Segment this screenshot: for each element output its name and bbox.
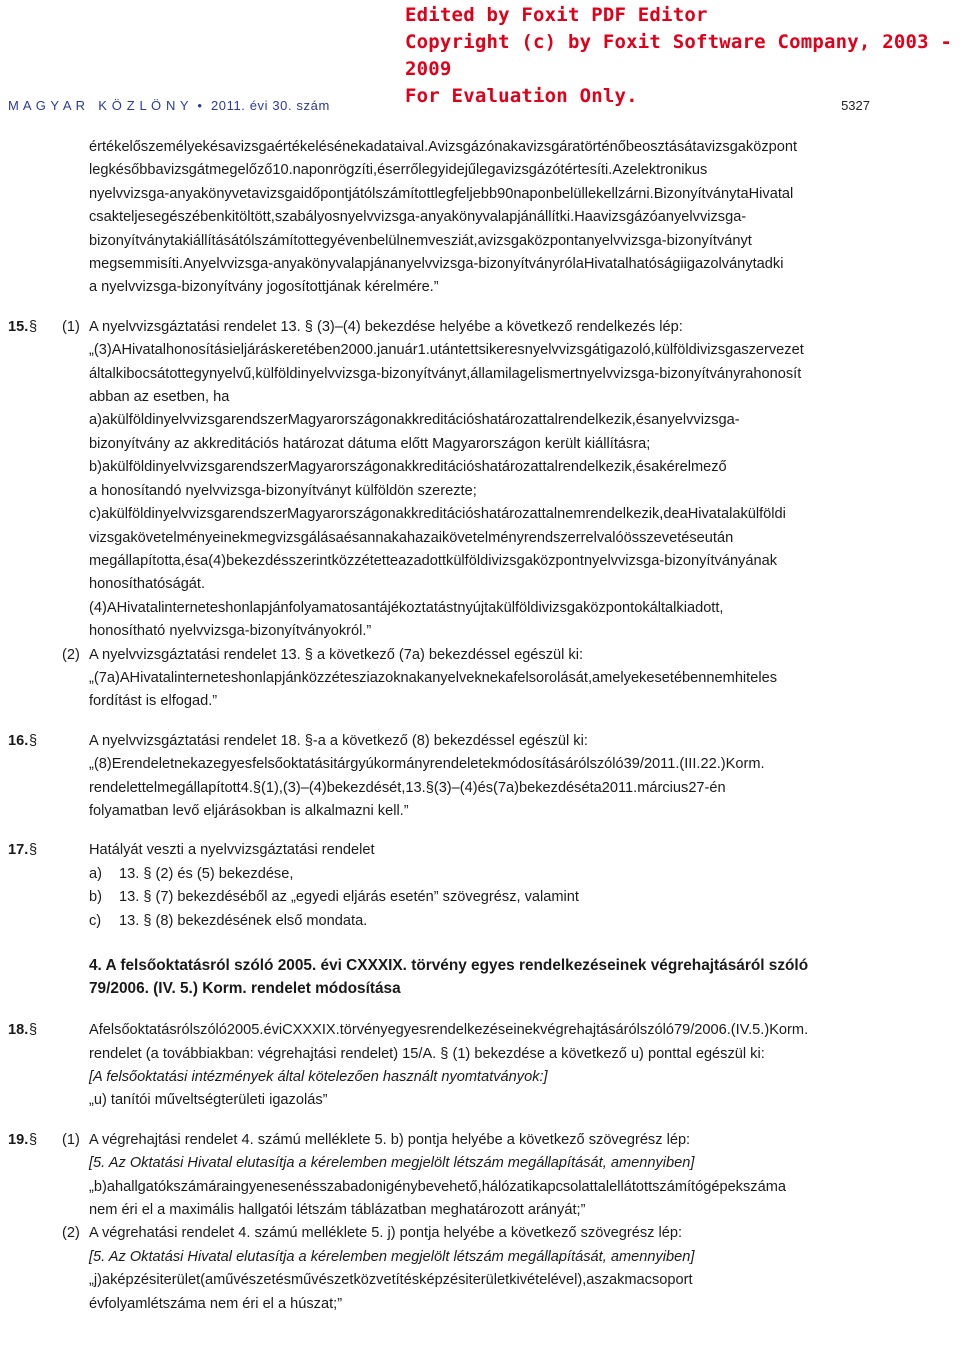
page-header <box>8 98 870 113</box>
text-line: nyelvvizsga-anyakönyvetavizsgaidőpontjátólszámítottlegfeljebb90naponbelüllekellzárni.BizonyítványtaHivatal <box>89 185 794 202</box>
section-15-subsection-2 <box>0 644 960 714</box>
text-line: általkibocsátottegynyelvű,külföldinyelvvizsga-bizonyítványt,államilagelismertnyelvvizsga-bizonyítványrahonosít <box>89 365 802 382</box>
text-line: „(3)AHivatalhonosításieljáráskeretében2000.január1.utántettsikeresnyelvvizsgátigazoló,külföldivizsgaszervezet <box>89 342 804 359</box>
text-line: fordítást is elfogad.” <box>89 693 218 710</box>
section-sign: § <box>29 318 38 335</box>
text-line: A végrehajtási rendelet 4. számú melléklete 5. b) pontja helyébe a következő szövegrész lép: <box>89 1131 691 1148</box>
section-17 <box>0 839 960 933</box>
intro-paragraph <box>89 136 871 300</box>
subsection-number: (2) <box>62 646 80 663</box>
section-sign: § <box>29 1022 38 1039</box>
text-line: A nyelvvizsgáztatási rendelet 13. § a következő (7a) bekezdéssel egészül ki: <box>89 646 584 663</box>
section-16-text <box>89 730 871 824</box>
italic-context: [5. Az Oktatási Hivatal elutasítja a kérelemben megjelölt létszám megállapítását, amennyiben] <box>89 1248 695 1265</box>
section-number: 16. <box>8 732 29 749</box>
section-number: 15. <box>8 318 29 335</box>
list-item <box>0 910 960 933</box>
item-text: 13. § (2) és (5) bekezdése, <box>119 865 294 882</box>
section-18 <box>0 1019 960 1113</box>
list-item <box>0 886 960 909</box>
section-17-lead <box>89 839 871 862</box>
text-line: abban az esetben, ha <box>89 389 230 406</box>
chapter-heading <box>89 955 960 1000</box>
text-line: csakteljesegészébenkitöltött,szabályosnyelvvizsga-anyakönyvalapjánállítki.Haavizsgázóanyelvvizsga- <box>89 209 747 226</box>
page-number: 5327 <box>841 98 870 113</box>
watermark-line-1: Edited by Foxit PDF Editor <box>405 4 708 26</box>
subsection-2 <box>89 644 871 714</box>
item-letter: c) <box>89 912 102 929</box>
subsection-number: (2) <box>62 1225 80 1242</box>
text-line: a honosítandó nyelvvizsga-bizonyítványt külföldön szerezte; <box>89 482 477 499</box>
text-line: „(7a)AHivatalinterneteshonlapjánközzétesziazoknakanyelveknekafelsorolását,amelyekesetébennemhiteles <box>89 669 777 686</box>
text-line: A végrehatási rendelet 4. számú melléklete 5. j) pontja helyébe a következő szövegrész lép: <box>89 1225 682 1242</box>
text-line: Afelsőoktatásrólszóló2005.éviCXXXIX.törvényegyesrendelkezéseinekvégrehajtásárólszóló79/2006.(IV.5.)Korm. <box>89 1022 809 1039</box>
section-number: 18. <box>8 1022 29 1039</box>
text-line: bizonyítványtakiállításátólszámítottegyévenbelülnemvesziát,avizsgaközpontanyelvvizsga-bizonyítványt <box>89 232 752 249</box>
text-line: megsemmisíti.Anyelvvizsga-anyakönyvalapjánanyelvvizsga-bizonyítványrólaHivatalhatóságiigazolványtadki <box>89 256 784 273</box>
item-text: 13. § (8) bekezdésének első mondata. <box>119 912 368 929</box>
section-number: 17. <box>8 842 29 859</box>
section-sign: § <box>29 842 38 859</box>
text-line: „(8)Erendeletnekazegyesfelsőoktatásitárgyúkormányrendeletekmódosításárólszóló39/2011.(III.22.)Korm. <box>89 756 765 773</box>
text-line: „j)aképzésiterület(aművészetésművészetközvetítésképzésiterületkivételével),aszakmacsoport <box>89 1272 693 1289</box>
text-line: Hatályát veszti a nyelvvizsgáztatási rendelet <box>89 842 375 859</box>
text-line: honosítható nyelvvizsga-bizonyítványokról.” <box>89 623 372 640</box>
section-sign: § <box>29 732 38 749</box>
text-line: rendelet (a továbbiakban: végrehajtási rendelet) 15/A. § (1) bekezdése a következő u) ponttal egészül ki: <box>89 1045 765 1062</box>
text-line: c)akülföldinyelvvizsgarendszerMagyarországonakkreditációshatározattalnemrendelkezik,deaHivatalakülföldi <box>89 506 786 523</box>
watermark-line-2: Copyright (c) by Foxit Software Company, 2003 - 2009 <box>405 31 953 80</box>
text-line: folyamatban levő eljárásokban is alkalmazni kell.” <box>89 802 409 819</box>
subsection-1 <box>89 316 871 644</box>
text-line: a)akülföldinyelvvizsgarendszerMagyarországonakkreditációshatározattalrendelkezik,ésanyelvvizsga- <box>89 412 740 429</box>
text-line: bizonyítvány az akkreditációs határozat dátuma előtt Magyarországon került kiállításra; <box>89 435 651 452</box>
text-line: „b)ahallgatókszámáraingyenesenésszabadonigénybevehető,hálózatikapcsolattalellátottszámítógépekszáma <box>89 1178 786 1195</box>
section-19 <box>0 1129 960 1223</box>
section-number: 19. <box>8 1131 29 1148</box>
item-letter: a) <box>89 865 102 882</box>
subsection-2 <box>89 1222 871 1316</box>
italic-context: [5. Az Oktatási Hivatal elutasítja a kérelemben megjelölt létszám megállapítását, amennyiben] <box>89 1155 695 1172</box>
text-line: vizsgakövetelményeinekmegvizsgálásaésannakahazaikövetelményrendszerrelvalóösszevetéseután <box>89 529 734 546</box>
subsection-1 <box>89 1129 871 1223</box>
heading-line: 4. A felsőoktatásról szóló 2005. évi CXXXIX. törvény egyes rendelkezéseinek végrehajtásáról szóló <box>89 957 809 974</box>
text-line: rendelettelmegállapított4.§(1),(3)–(4)bekezdését,13.§(3)–(4)és(7a)bekezdéséta2011.március27-én <box>89 779 726 796</box>
italic-context: [A felsőoktatási intézmények által kötelezően használt nyomtatványok:] <box>89 1069 548 1085</box>
watermark-line-3: For Evaluation Only. <box>405 85 638 107</box>
text-line: értékelőszemélyekésavizsgaértékelésénekadataival.Avizsgázónakavizsgáratörténőbeosztásátavizsgaközpont <box>89 139 798 155</box>
heading-line: 79/2006. (IV. 5.) Korm. rendelet módosítása <box>89 979 401 997</box>
section-sign: § <box>29 1131 38 1148</box>
item-text: 13. § (7) bekezdéséből az „egyedi eljárás esetén” szövegrész, valamint <box>119 889 579 906</box>
text-line: honosíthatóságát. <box>89 576 206 593</box>
text-line: (4)AHivatalinterneteshonlapjánfolyamatosantájékoztatástnyújtakülföldivizsgaközpontokáltalkiadott, <box>89 599 724 616</box>
section-19-subsection-2 <box>0 1222 960 1316</box>
section-18-text <box>89 1019 871 1113</box>
subsection-number: (1) <box>62 318 80 335</box>
text-line: nem éri el a maximális hallgatói létszám táblázatban meghatározott arányát;” <box>89 1202 586 1219</box>
text-line: legkésőbbavizsgátmegelőző10.naponrögzíti,éserrőlegyidejűlegavizsgázótértesíti.Azelektronikus <box>89 162 708 179</box>
document-body <box>0 136 960 1316</box>
evaluation-watermark <box>405 2 960 110</box>
journal-title: M A G Y A R K Ö Z L Ö N Y • 2011. évi 30. szám <box>8 98 330 113</box>
text-line: évfolyamlétszáma nem éri el a húszat;” <box>89 1295 343 1312</box>
section-16 <box>0 730 960 824</box>
text-line: A nyelvvizsgáztatási rendelet 13. § (3)–(4) bekezdése helyébe a következő rendelkezés lép: <box>89 318 683 335</box>
text-line: A nyelvvizsgáztatási rendelet 18. §-a a következő (8) bekezdéssel egészül ki: <box>89 732 588 749</box>
subsection-number: (1) <box>62 1131 80 1148</box>
text-line: a nyelvvizsga-bizonyítvány jogosítottjának kérelmére.” <box>89 279 439 296</box>
item-letter: b) <box>89 889 102 906</box>
text-line: „u) tanítói műveltségterületi igazolás” <box>89 1092 328 1109</box>
section-15 <box>0 316 960 644</box>
text-line: b)akülföldinyelvvizsgarendszerMagyarországonakkreditációshatározattalrendelkezik,ésakérelmező <box>89 459 727 476</box>
list-item <box>0 863 960 886</box>
text-line: megállapította,ésa(4)bekezdésszerintközzétetteazadottkülföldivizsgaközpontnyelvvizsga-bizonyítványának <box>89 552 777 569</box>
